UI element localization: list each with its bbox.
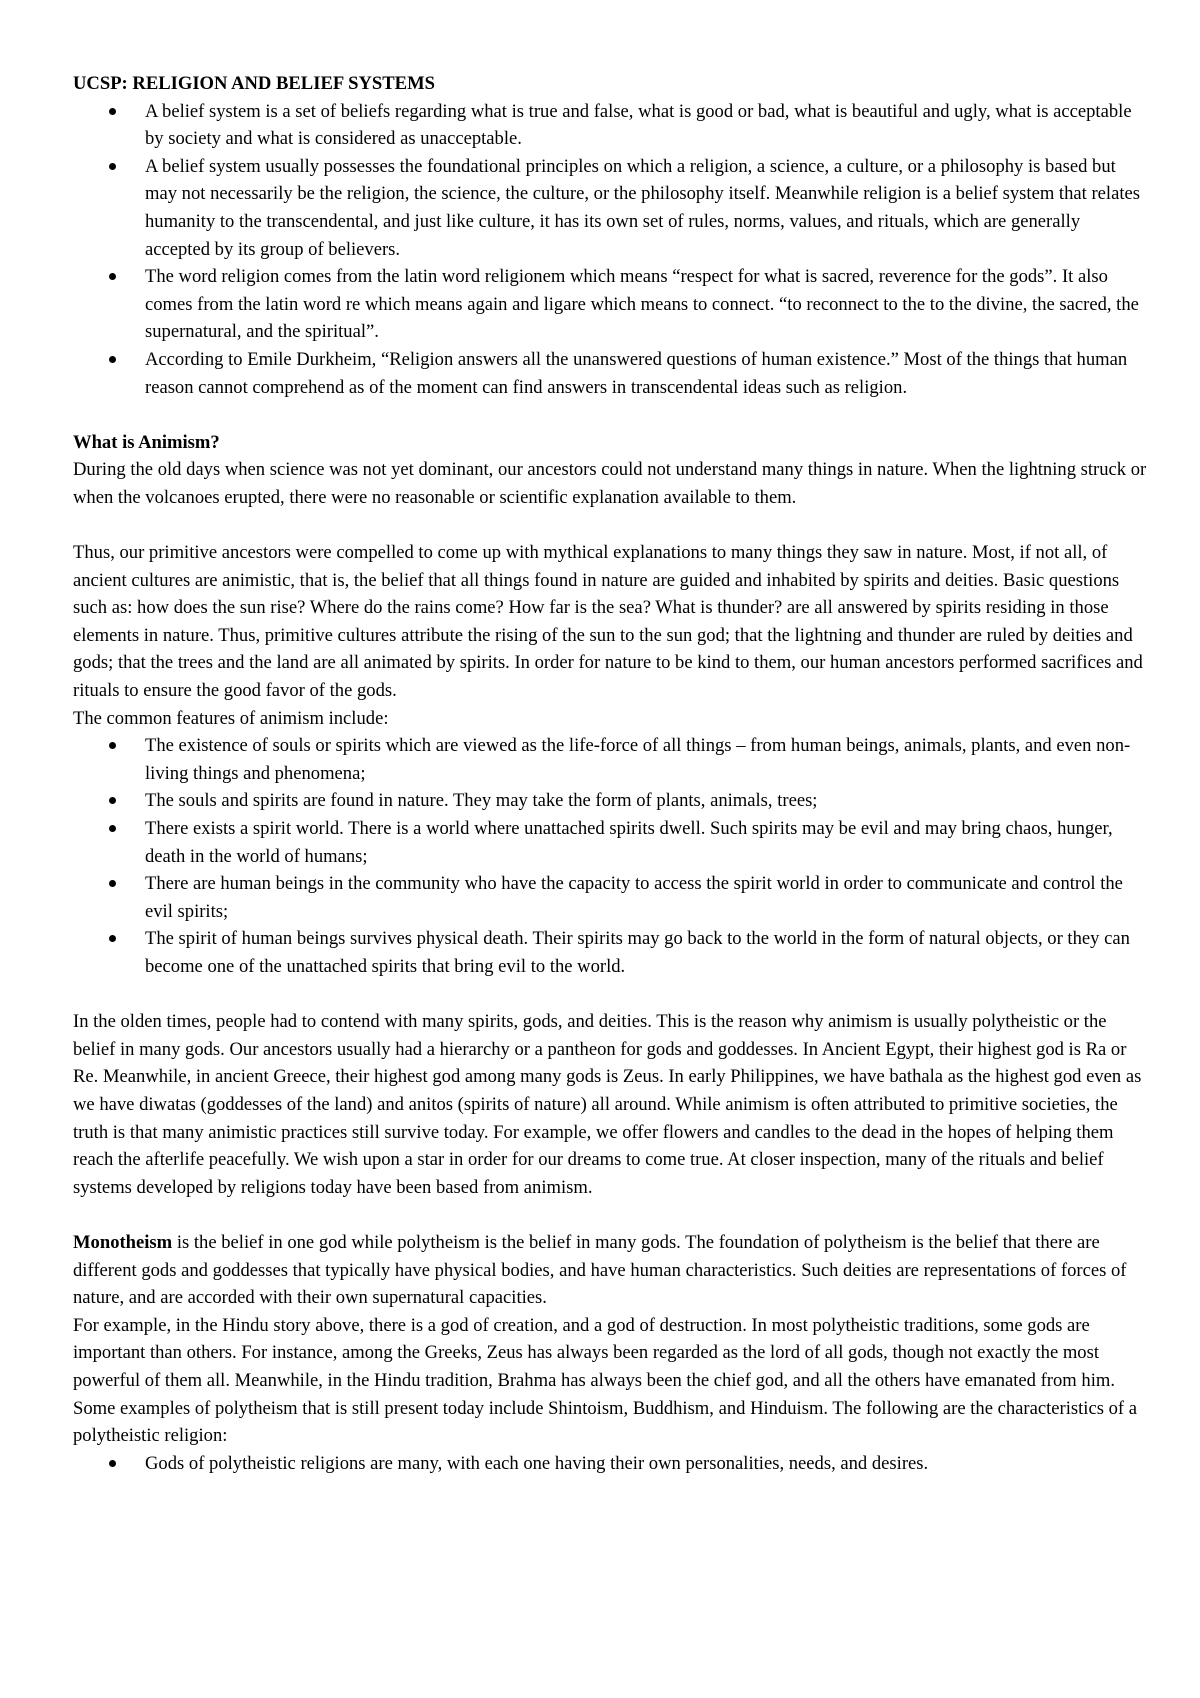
monotheism-term: Monotheism <box>73 1231 173 1253</box>
animism-feature: The existence of souls or spirits which are viewed as the life-force of all things – from human beings, animals, plants, and even non-living things and phenomena; <box>73 732 1148 787</box>
intro-bullet-list <box>73 98 1148 402</box>
monotheism-paragraph-1 <box>73 1229 1148 1312</box>
animism-feature: There exists a spirit world. There is a world where unattached spirits dwell. Such spirits may be evil and may bring chaos, hunger, death in the world of humans; <box>73 815 1148 870</box>
animism-feature: The souls and spirits are found in nature. They may take the form of plants, animals, trees; <box>73 787 1148 815</box>
animism-paragraph-3: In the olden times, people had to contend with many spirits, gods, and deities. This is the reason why animism is usually polytheistic or the belief in many gods. Our ancestors usually had a hierarchy or a pantheon for gods and goddesses. In Ancient Egypt, their highest god is Ra or Re. Meanwhile, in ancient Greece, their highest god among many gods is Zeus. In early Philippines, we have bathala as the highest god even as we have diwatas (goddesses of the land) and anitos (spirits of nature) all around. While animism is often attributed to primitive societies, the truth is that many animistic practices still survive today. For example, we offer flowers and candles to the dead in the hopes of helping them reach the afterlife peacefully. We wish upon a star in order for our dreams to come true. At closer inspection, many of the rituals and belief systems developed by religions today have been based from animism. <box>73 1011 1142 1198</box>
animism-feature: The spirit of human beings survives physical death. Their spirits may go back to the world in the form of natural objects, or they can become one of the unattached spirits that bring evil to the world. <box>73 925 1148 980</box>
animism-paragraph-2: Thus, our primitive ancestors were compelled to come up with mythical explanations to many things they saw in nature. Most, if not all, of ancient cultures are animistic, that is, the belief that all things found in nature are guided and inhabited by spirits and deities. Basic questions such as: how does the sun rise? Where do the rains come? How far is the sea? What is thunder? are all answered by spirits residing in those elements in nature. Thus, primitive cultures attribute the rising of the sun to the sun god; that the lightning and thunder are ruled by deities and gods; that the trees and the land are all animated by spirits. In order for nature to be kind to them, our human ancestors performed sacrifices and rituals to ensure the good favor of the gods. <box>73 542 1143 702</box>
spacer <box>73 401 1148 429</box>
intro-bullet: A belief system usually possesses the foundational principles on which a religion, a science, a culture, or a philosophy is based but may not necessarily be the religion, the science, the culture, or the philosophy itself. Meanwhile religion is a belief system that relates humanity to the transcendental, and just like culture, it has its own set of rules, norms, values, and rituals, which are generally accepted by its group of believers. <box>73 153 1148 263</box>
animism-features-intro: The common features of animism include: <box>73 707 389 729</box>
monotheism-paragraph-2: For example, in the Hindu story above, there is a god of creation, and a god of destruction. In most polytheistic traditions, some gods are important than others. For instance, among the Greeks, Zeus has always been regarded as the lord of all gods, though not exactly the most powerful of them all. Meanwhile, in the Hindu tradition, Brahma has always been the chief god, and all the others have emanated from him. Some examples of polytheism that is still present today include Shintoism, Buddhism, and Hinduism. The following are the characteristics of a polytheistic religion: <box>73 1314 1137 1447</box>
animism-feature-list <box>73 732 1148 980</box>
animism-heading: What is Animism? <box>73 431 220 453</box>
spacer <box>73 512 1148 540</box>
polytheism-characteristics-list <box>73 1450 1148 1478</box>
monotheism-paragraph-1-text: is the belief in one god while polytheism is the belief in many gods. The foundation of polytheism is the belief that there are different gods and goddesses that typically have physical bodies, and have human characteristics. Such deities are representations of forces of nature, and are accorded with their own supernatural capacities. <box>73 1231 1127 1309</box>
intro-bullet: According to Emile Durkheim, “Religion answers all the unanswered questions of human existence.” Most of the things that human reason cannot comprehend as of the moment can find answers in transcendental ideas such as religion. <box>73 346 1148 401</box>
animism-paragraph-1: During the old days when science was not yet dominant, our ancestors could not understand many things in nature. When the lightning struck or when the volcanoes erupted, there were no reasonable or scientific explanation available to them. <box>73 459 1147 508</box>
document-title: UCSP: RELIGION AND BELIEF SYSTEMS <box>73 73 435 94</box>
animism-feature: There are human beings in the community who have the capacity to access the spirit world in order to communicate and control the evil spirits; <box>73 870 1148 925</box>
spacer <box>73 981 1148 1009</box>
intro-bullet: A belief system is a set of beliefs regarding what is true and false, what is good or bad, what is beautiful and ugly, what is acceptable by society and what is considered as unacceptable. <box>73 98 1148 153</box>
intro-bullet: The word religion comes from the latin word religionem which means “respect for what is sacred, reverence for the gods”. It also comes from the latin word re which means again and ligare which means to connect. “to reconnect to the to the divine, the sacred, the supernatural, and the spiritual”. <box>73 263 1148 346</box>
document-page <box>73 70 1148 1477</box>
spacer <box>73 1201 1148 1229</box>
polytheism-characteristic: Gods of polytheistic religions are many, with each one having their own personalities, needs, and desires. <box>73 1450 1148 1478</box>
